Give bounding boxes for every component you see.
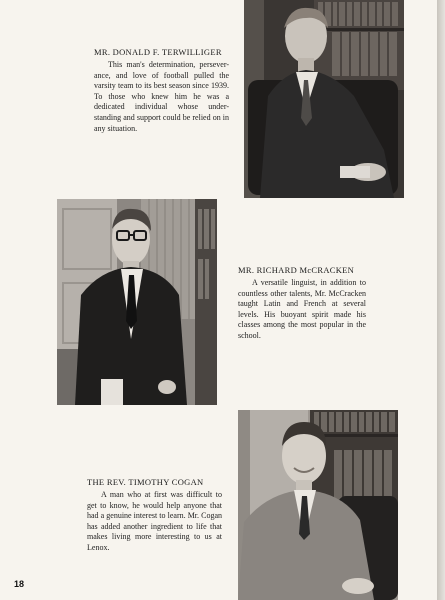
faculty-bio-terwilliger: This man's determination, persever- ance, and love of football pulled the varsity team to its best season since 1939. To those who knew him he was a dedicated individual whose under- standing and support could be relied on in any situation. [94,60,229,133]
faculty-name-mccracken: MR. RICHARD McCRACKEN [238,265,355,275]
faculty-bio-mccracken: A versatile linguist, in addition to countless other talents, Mr. McCracken taught Latin and French at several levels. His buoyant spirit made his classes among the most popular in the school. [238,278,366,340]
portrait-cogan [238,410,398,600]
page-edge [437,0,445,600]
portrait-mccracken [57,199,217,405]
page-number: 18 [14,579,25,589]
faculty-name-cogan: THE REV. TIMOTHY COGAN [87,477,204,487]
faculty-name-terwilliger: MR. DONALD F. TERWILLIGER [94,47,222,57]
faculty-bio-cogan: A man who at first was difficult to get to know, he would help anyone that had a genuine interest to learn. Mr. Cogan has added another ingredient to life that makes living more interesting to us at Lenox. [87,490,222,552]
portrait-terwilliger [244,0,404,198]
